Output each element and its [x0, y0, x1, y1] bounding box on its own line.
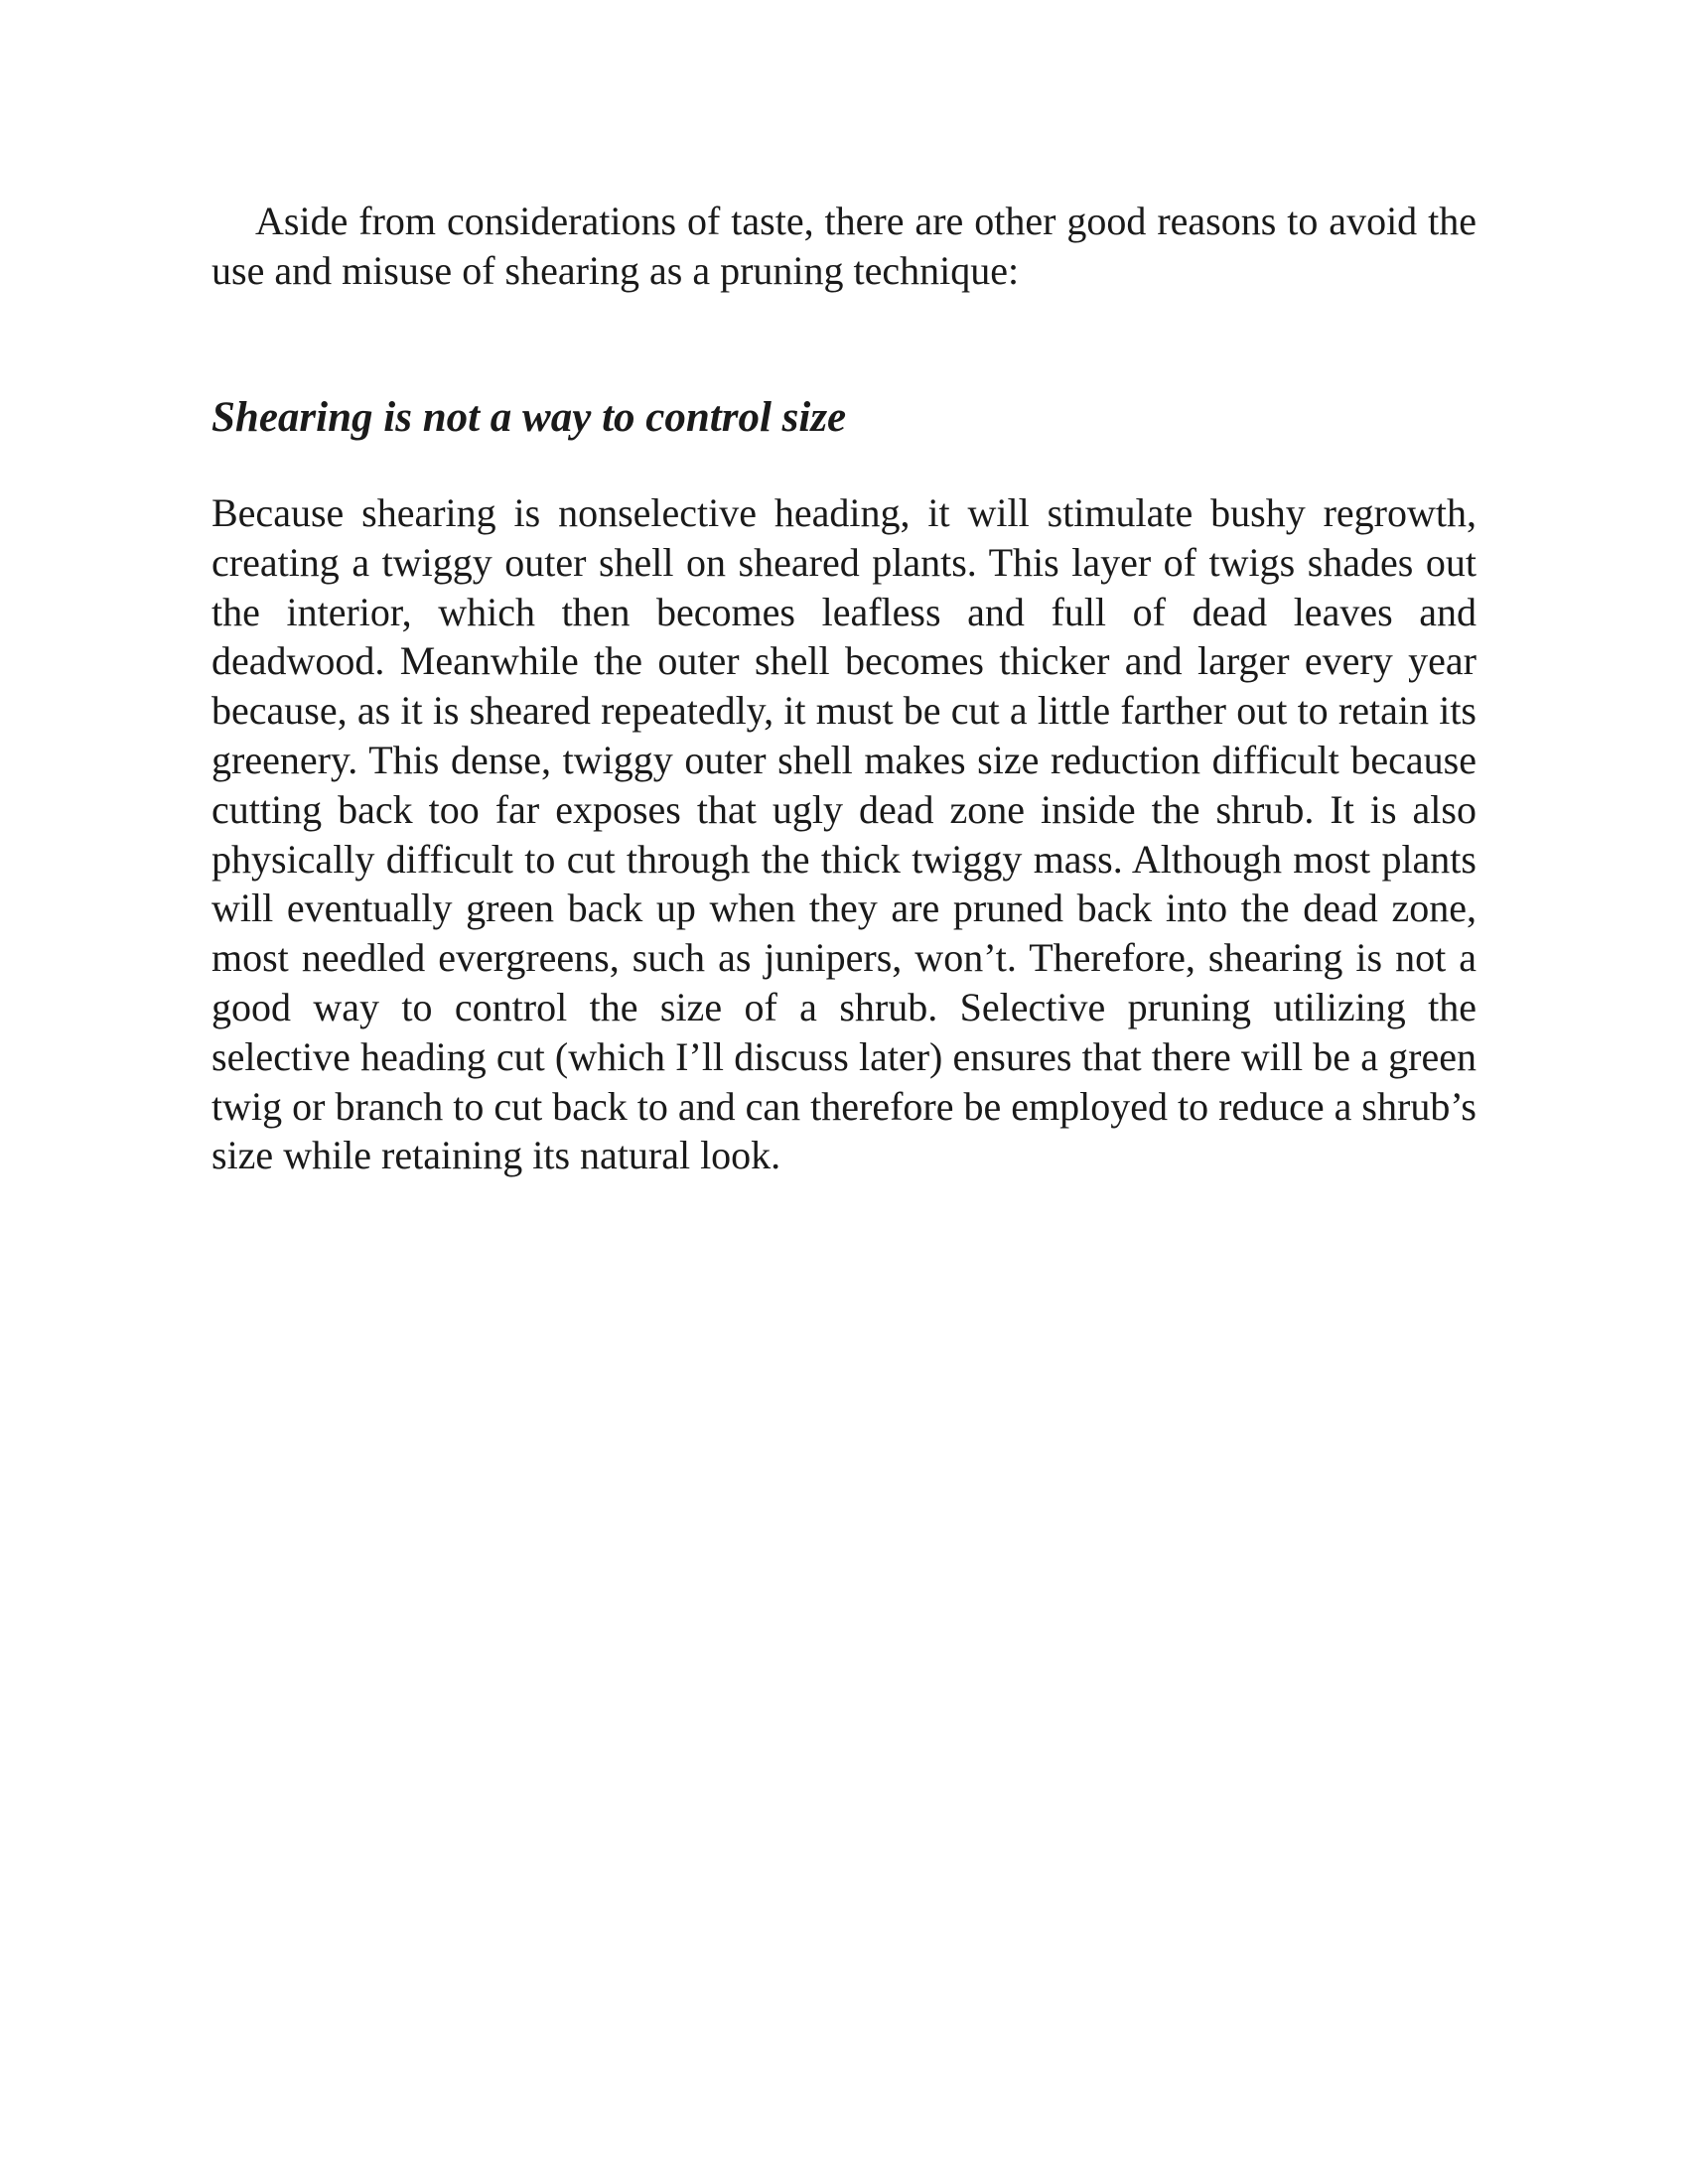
intro-paragraph: Aside from considerations of taste, there are other good reasons to avoid the use and misuse of shearing as a pruning technique: — [211, 199, 1477, 293]
section-heading: Shearing is not a way to control size — [211, 394, 847, 441]
document-page — [211, 197, 1477, 1180]
body-paragraph: Because shearing is nonselective heading, it will stimulate bushy regrowth, creating a twiggy outer shell on sheared plants. This layer of twigs shades out the interior, which then becomes leafless and full of dead leaves and deadwood. Meanwhile the outer shell becomes thicker and larger every year because, as it is sheared repeatedly, it must be cut a little farther out to retain its greenery. This dense, twiggy outer shell makes size reduction difficult because cutting back too far exposes that ugly dead zone inside the shrub. It is also physically difficult to cut through the thick twiggy mass. Although most plants will eventually green back up when they are pruned back into the dead zone, most needled evergreens, such as junipers, won’t. Therefore, shearing is not a good way to control the size of a shrub. Selective pruning utilizing the selective heading cut (which I’ll discuss later) ensures that there will be a green twig or branch to cut back to and can therefore be employed to reduce a shrub’s size while retaining its natural look. — [211, 490, 1477, 1178]
